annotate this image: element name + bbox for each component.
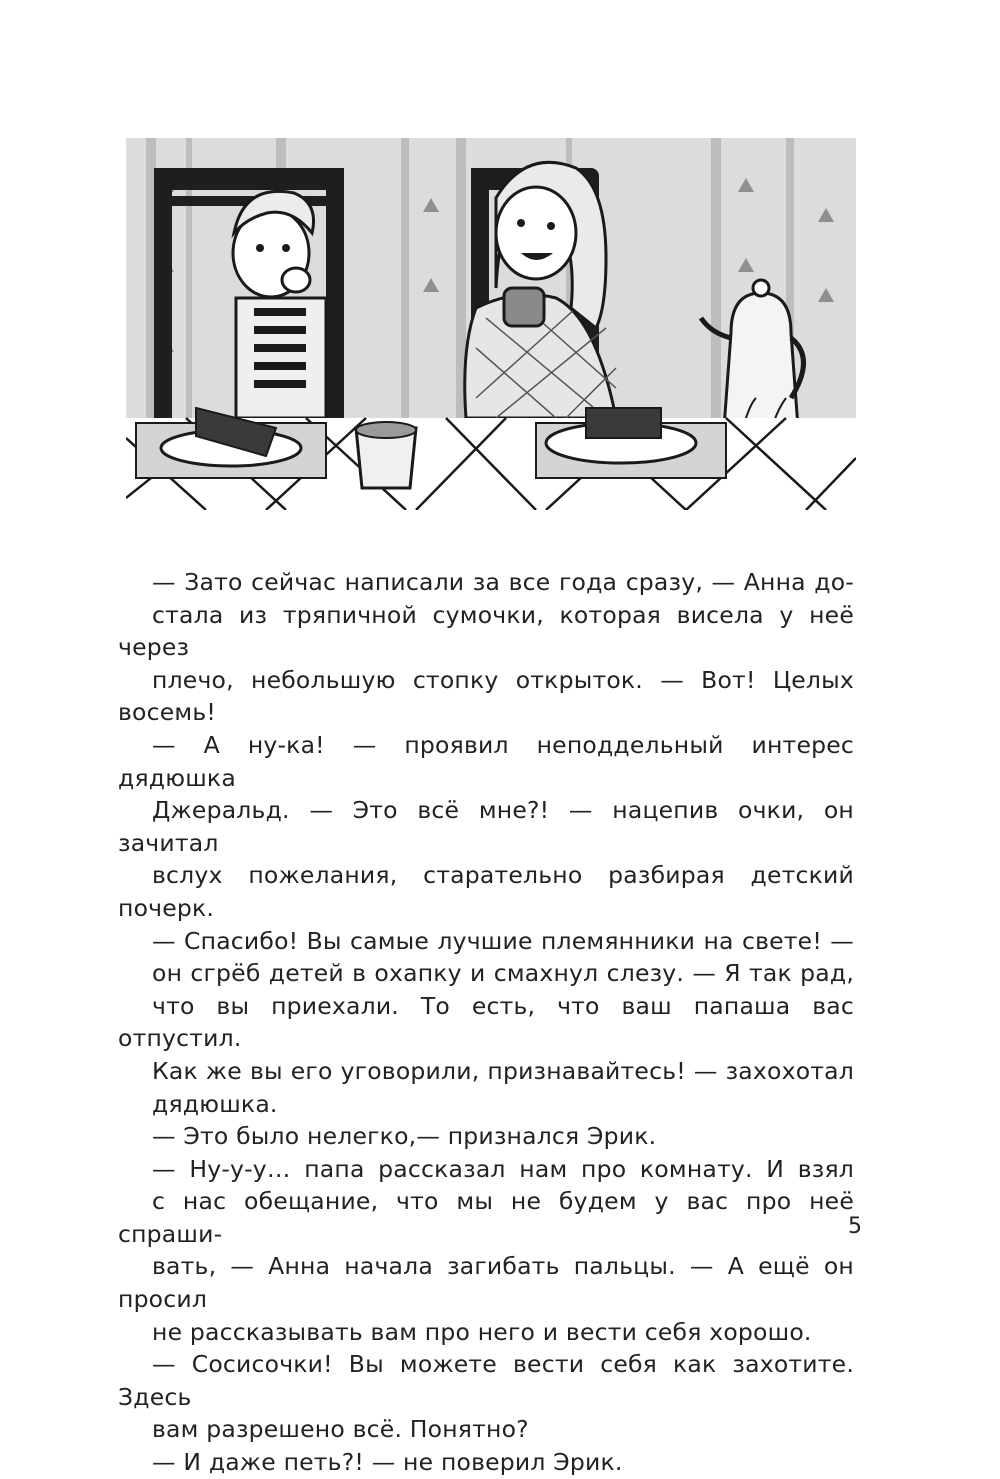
text-line: вам разрешено всё. Понятно? bbox=[152, 1415, 529, 1444]
paragraph bbox=[118, 1153, 854, 1349]
text-line: — Спасибо! Вы самые лучшие племянники на свете! — bbox=[152, 926, 854, 955]
text-line: вать, — Анна начала загибать пальцы. — А ещё он просил bbox=[118, 1252, 854, 1314]
text-line: — Сосисочки! Вы можете вести себя как захотите. Здесь bbox=[118, 1350, 854, 1411]
story-text bbox=[118, 566, 854, 1479]
paragraph bbox=[118, 1120, 854, 1153]
text-line: — А ну-ка! — проявил неподдельный интерес дядюшка bbox=[118, 730, 854, 792]
paragraph bbox=[118, 1446, 854, 1479]
paragraph bbox=[118, 925, 854, 1121]
text-line: — Ну-у-у… папа рассказал нам про комнату. И взял bbox=[152, 1154, 854, 1183]
text-line: дядюшка. bbox=[152, 1089, 278, 1118]
text-line: вслух пожелания, старательно разбирая детский почерк. bbox=[118, 861, 854, 922]
page-number: 5 bbox=[848, 1214, 862, 1239]
paragraph bbox=[118, 1348, 854, 1446]
paragraph bbox=[118, 566, 854, 729]
text-line: Как же вы его уговорили, признавайтесь! — захохотал bbox=[152, 1056, 854, 1085]
text-line: Джеральд. — Это всё мне?! — нацепив очки, он зачитал bbox=[118, 796, 854, 857]
text-line: плечо, небольшую стопку открыток. — Вот! Целых восемь! bbox=[118, 665, 854, 727]
text-line: что вы приехали. То есть, что ваш папаша вас отпустил. bbox=[118, 991, 854, 1053]
text-line: — Зато сейчас написали за все года сразу, — Анна до- bbox=[152, 568, 854, 596]
text-line: стала из тряпичной сумочки, которая висела у неё через bbox=[118, 600, 854, 662]
text-line: — И даже петь?! — не поверил Эрик. bbox=[152, 1448, 623, 1477]
tea-party-illustration bbox=[126, 138, 856, 510]
text-line: не рассказывать вам про него и вести себя хорошо. bbox=[152, 1317, 812, 1346]
text-line: — Это было нелегко,— признался Эрик. bbox=[152, 1122, 657, 1151]
paragraph bbox=[118, 729, 854, 925]
text-line: он сгрёб детей в охапку и смахнул слезу. — Я так рад, bbox=[152, 959, 854, 988]
text-line: с нас обещание, что мы не будем у вас про неё спраши- bbox=[118, 1187, 854, 1248]
